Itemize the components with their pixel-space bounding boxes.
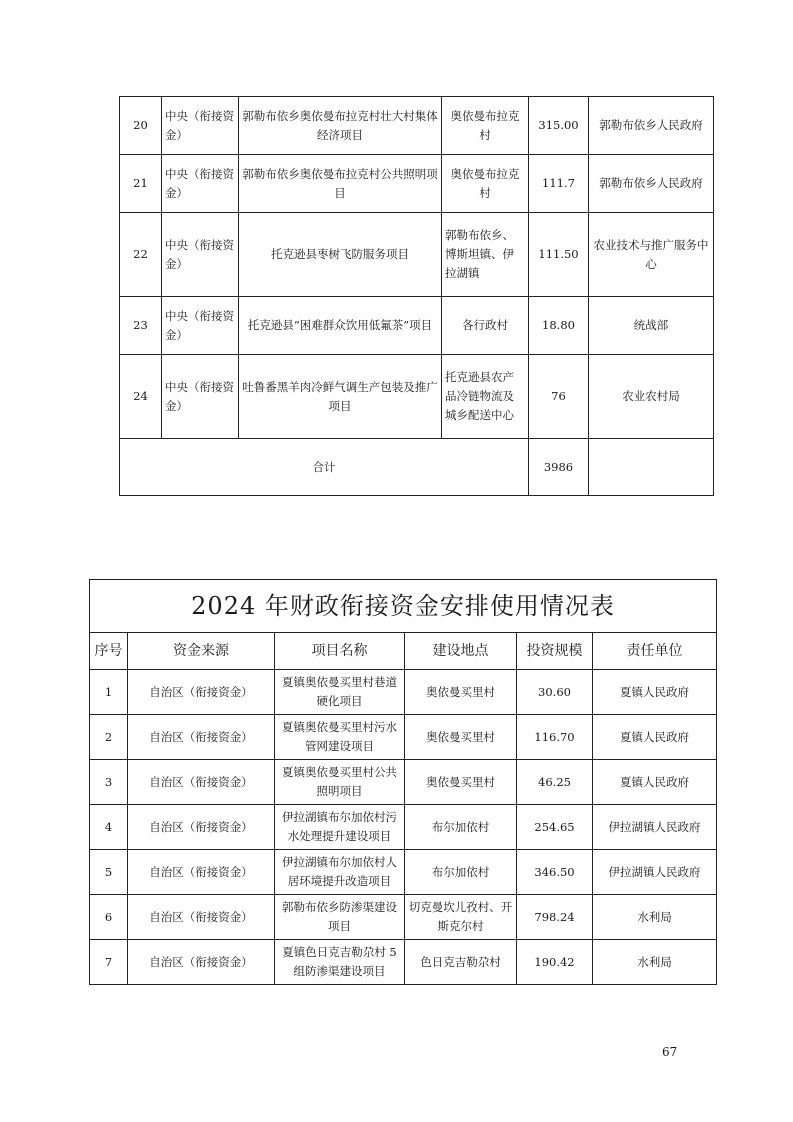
fund-source: 自治区（衔接资金） [128, 940, 275, 985]
total-row [120, 439, 714, 496]
project-name: 郭勒布依乡奥依曼布拉克村公共照明项目 [239, 155, 442, 213]
total-value: 3986 [529, 439, 589, 496]
table-row [90, 805, 717, 850]
project-name: 郭勒布依乡防渗渠建设项目 [275, 895, 405, 940]
responsible-unit: 伊拉湖镇人民政府 [593, 805, 717, 850]
table-row [90, 760, 717, 805]
location: 各行政村 [442, 297, 529, 355]
project-name: 伊拉湖镇布尔加依村人居环境提升改造项目 [275, 850, 405, 895]
investment-amount: 18.80 [529, 297, 589, 355]
row-number: 4 [90, 805, 128, 850]
investment-amount: 798.24 [517, 895, 593, 940]
table-row [120, 97, 714, 155]
row-number: 5 [90, 850, 128, 895]
investment-amount: 254.65 [517, 805, 593, 850]
responsible-unit: 农业农村局 [589, 355, 714, 439]
row-number: 6 [90, 895, 128, 940]
table-row [120, 297, 714, 355]
header-location: 建设地点 [405, 633, 517, 670]
continued-funding-table [119, 96, 714, 496]
location: 奥依曼买里村 [405, 670, 517, 715]
row-number: 20 [120, 97, 162, 155]
fund-source: 自治区（衔接资金） [128, 805, 275, 850]
row-number: 7 [90, 940, 128, 985]
fund-source: 自治区（衔接资金） [128, 670, 275, 715]
investment-amount: 46.25 [517, 760, 593, 805]
fund-source: 中央（衔接资金） [162, 213, 239, 297]
table-row [90, 940, 717, 985]
investment-amount: 111.7 [529, 155, 589, 213]
row-number: 3 [90, 760, 128, 805]
fund-source: 自治区（衔接资金） [128, 850, 275, 895]
table-title-row [90, 580, 717, 633]
location: 奥依曼布拉克村 [442, 97, 529, 155]
row-number: 21 [120, 155, 162, 213]
investment-amount: 30.60 [517, 670, 593, 715]
location: 布尔加依村 [405, 805, 517, 850]
row-number: 1 [90, 670, 128, 715]
header-amount: 投资规模 [517, 633, 593, 670]
fund-source: 中央（衔接资金） [162, 155, 239, 213]
funding-allocation-table-2024 [89, 579, 717, 985]
location: 托克逊县农产品冷链物流及城乡配送中心 [442, 355, 529, 439]
fund-source: 中央（衔接资金） [162, 297, 239, 355]
location: 切克曼坎儿孜村、开斯克尔村 [405, 895, 517, 940]
responsible-unit: 伊拉湖镇人民政府 [593, 850, 717, 895]
location: 色日克吉勒尕村 [405, 940, 517, 985]
table-row [90, 715, 717, 760]
row-number: 2 [90, 715, 128, 760]
header-source: 资金来源 [128, 633, 275, 670]
investment-amount: 116.70 [517, 715, 593, 760]
responsible-unit: 郭勒布依乡人民政府 [589, 155, 714, 213]
investment-amount: 346.50 [517, 850, 593, 895]
project-name: 郭勒布依乡奥依曼布拉克村壮大村集体经济项目 [239, 97, 442, 155]
table-row [120, 355, 714, 439]
responsible-unit: 水利局 [593, 895, 717, 940]
row-number: 24 [120, 355, 162, 439]
project-name: 夏镇色日克吉勒尕村 5 组防渗渠建设项目 [275, 940, 405, 985]
project-name: 托克逊县“困难群众饮用低氟茶”项目 [239, 297, 442, 355]
investment-amount: 190.42 [517, 940, 593, 985]
investment-amount: 111.50 [529, 213, 589, 297]
location: 布尔加依村 [405, 850, 517, 895]
total-label: 合计 [120, 439, 529, 496]
page-number: 67 [662, 1045, 678, 1059]
responsible-unit: 水利局 [593, 940, 717, 985]
fund-source: 自治区（衔接资金） [128, 895, 275, 940]
table-row [90, 850, 717, 895]
responsible-unit: 夏镇人民政府 [593, 670, 717, 715]
fund-source: 自治区（衔接资金） [128, 715, 275, 760]
project-name: 吐鲁番黑羊肉冷鲜气调生产包装及推广项目 [239, 355, 442, 439]
responsible-unit: 夏镇人民政府 [593, 760, 717, 805]
location: 奥依曼买里村 [405, 760, 517, 805]
investment-amount: 76 [529, 355, 589, 439]
header-row [90, 633, 717, 670]
header-unit: 责任单位 [593, 633, 717, 670]
responsible-unit: 郭勒布依乡人民政府 [589, 97, 714, 155]
table-row [90, 670, 717, 715]
investment-amount: 315.00 [529, 97, 589, 155]
row-number: 23 [120, 297, 162, 355]
project-name: 伊拉湖镇布尔加依村污水处理提升建设项目 [275, 805, 405, 850]
table-row [120, 213, 714, 297]
table-title: 2024 年财政衔接资金安排使用情况表 [90, 580, 717, 633]
project-name: 托克逊县枣树飞防服务项目 [239, 213, 442, 297]
fund-source: 中央（衔接资金） [162, 355, 239, 439]
project-name: 夏镇奥依曼买里村巷道硬化项目 [275, 670, 405, 715]
responsible-unit: 夏镇人民政府 [593, 715, 717, 760]
empty-cell [589, 439, 714, 496]
fund-source: 自治区（衔接资金） [128, 760, 275, 805]
project-name: 夏镇奥依曼买里村公共照明项目 [275, 760, 405, 805]
table-row [90, 895, 717, 940]
project-name: 夏镇奥依曼买里村污水管网建设项目 [275, 715, 405, 760]
table-row [120, 155, 714, 213]
location: 奥依曼布拉克村 [442, 155, 529, 213]
responsible-unit: 农业技术与推广服务中心 [589, 213, 714, 297]
location: 郭勒布依乡、博斯坦镇、伊拉湖镇 [442, 213, 529, 297]
responsible-unit: 统战部 [589, 297, 714, 355]
header-project: 项目名称 [275, 633, 405, 670]
header-no: 序号 [90, 633, 128, 670]
fund-source: 中央（衔接资金） [162, 97, 239, 155]
row-number: 22 [120, 213, 162, 297]
location: 奥依曼买里村 [405, 715, 517, 760]
